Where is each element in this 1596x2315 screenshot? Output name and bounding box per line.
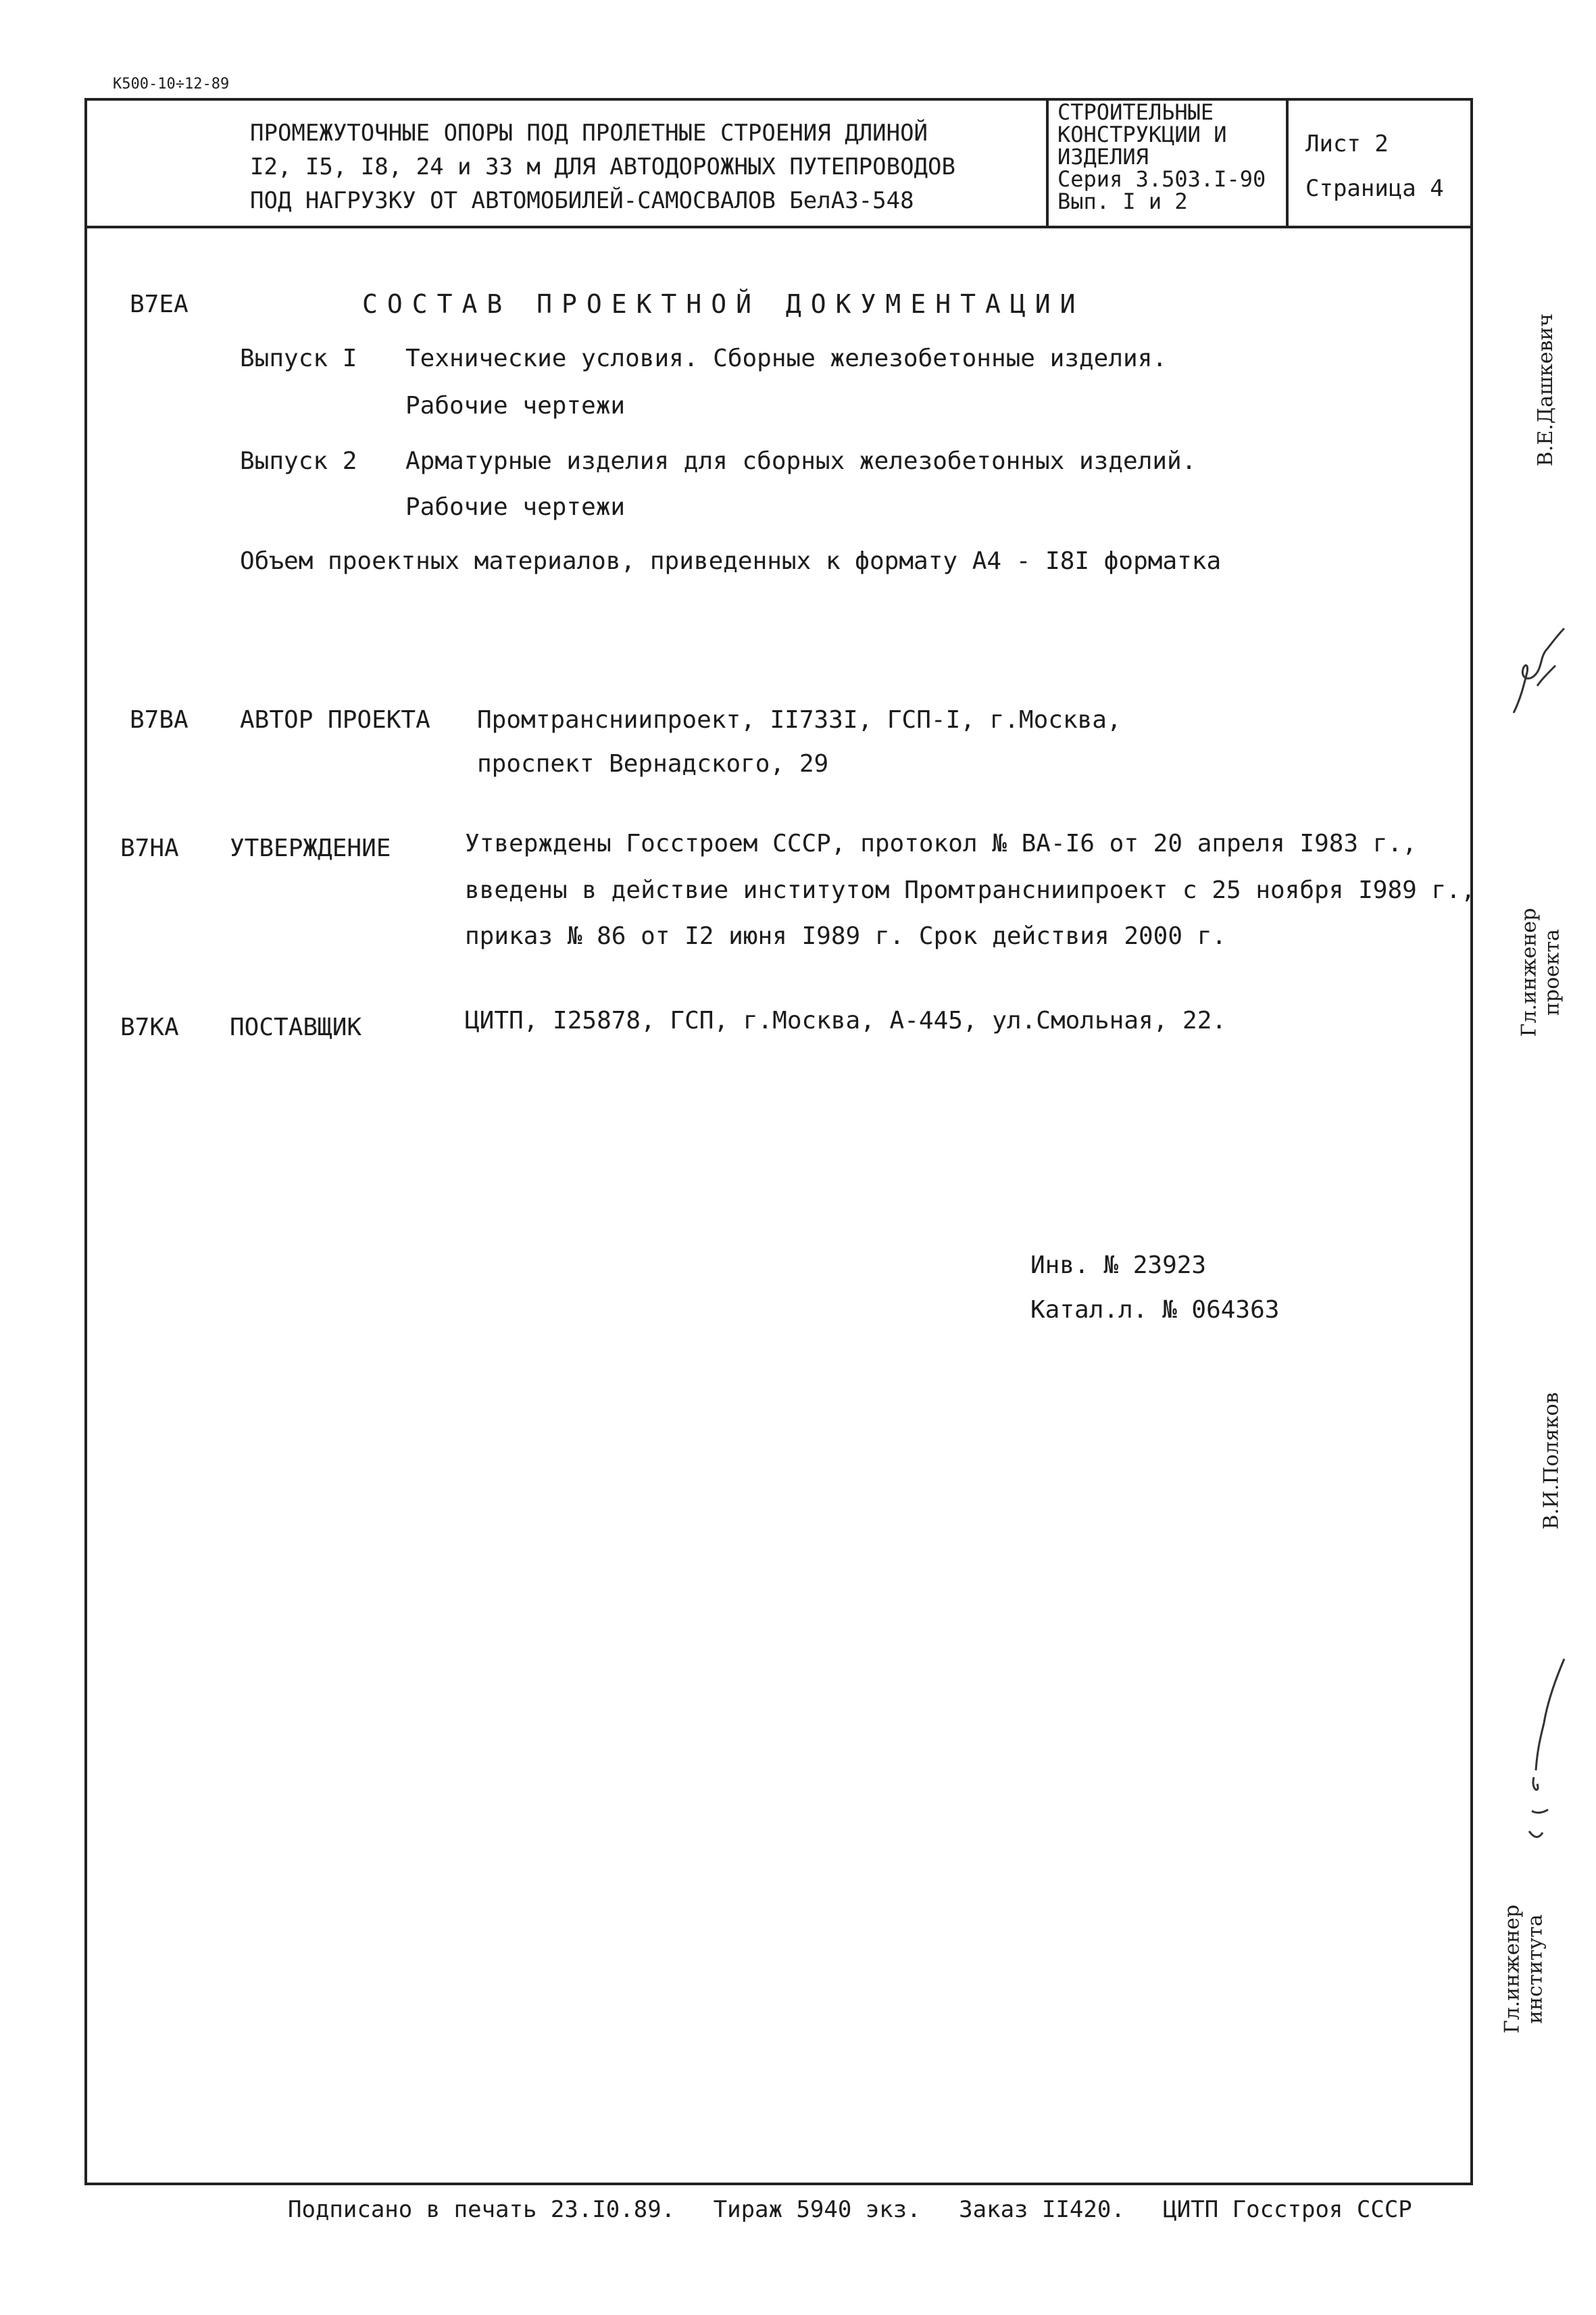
series-line-2: КОНСТРУКЦИИ И [1057,122,1227,147]
approval-code: В7НА [120,835,179,862]
print-footer [288,2196,1437,2223]
document-code: К500-10÷12-89 [113,76,230,93]
title-line-1: ПРОМЕЖУТОЧНЫЕ ОПОРЫ ПОД ПРОЛЕТНЫЕ СТРОЕНИЯ ДЛИНОЙ [250,120,928,147]
signature-2 [1517,1656,1578,1845]
approval-label: УТВЕРЖДЕНИЕ [230,835,391,862]
side-name-2: В.И.Поляков [1539,1392,1564,1530]
composition-code: В7ЕА [130,291,189,318]
signature-1 [1500,625,1574,726]
author-address: проспект Вернадского, 29 [477,750,829,778]
side-role-1 [1518,908,1564,1037]
title-line-2: I2, I5, I8, 24 и 33 м ДЛЯ АВТОДОРОЖНЫХ ПУТЕПРОВОДОВ [250,153,955,180]
side-role-1-line-2: проекта [1540,928,1564,1016]
footer-publisher: ЦИТП Госстроя СССР [1163,2196,1412,2223]
side-role-2 [1501,1905,1547,2034]
side-name-1: В.Е.Дашкевич [1534,313,1558,467]
catalog-number: Катал.л. № 064363 [1030,1296,1280,1324]
sheet-info [1305,122,1444,211]
side-role-1-line-1: Гл.инженер [1517,907,1541,1037]
supplier-code: В7КА [120,1014,179,1041]
supplier-label: ПОСТАВЩИК [230,1014,362,1041]
page-number: Страница 4 [1305,175,1444,202]
composition-heading: СОСТАВ ПРОЕКТНОЙ ДОКУМЕНТАЦИИ [362,289,1085,319]
series-line-4: Серия 3.503.I-90 [1057,166,1266,192]
side-role-2-line-2: института [1523,1914,1547,2024]
sheet-number: Лист 2 [1305,130,1389,157]
footer-signed: Подписано в печать 23.I0.89. [288,2196,676,2223]
author-label: АВТОР ПРОЕКТА [240,706,430,734]
issue-2-subtext: Рабочие чертежи [405,493,626,521]
title-line-3: ПОД НАГРУЗКУ ОТ АВТОМОБИЛЕЙ-САМОСВАЛОВ БелАЗ-548 [250,187,914,214]
issue-2-label: Выпуск 2 [240,447,357,475]
side-role-2-line-1: Гл.инженер [1500,1904,1524,2034]
issue-1-subtext: Рабочие чертежи [405,392,626,420]
author-code: В7ВА [130,706,189,734]
approval-line-3: приказ № 86 от I2 июня I989 г. Срок действия 2000 г. [465,922,1227,950]
issue-1-label: Выпуск I [240,345,357,372]
supplier-text: ЦИТП, I25878, ГСП, г.Москва, А-445, ул.Смольная, 22. [465,1007,1227,1035]
series-line-1: СТРОИТЕЛЬНЫЕ [1057,99,1214,125]
issue-1-text: Технические условия. Сборные железобетонные изделия. [405,345,1168,372]
footer-print-run: Тираж 5940 экз. [713,2196,921,2223]
page-frame [84,98,1473,2185]
footer-order: Заказ II420. [959,2196,1125,2223]
author-text: Промтрансниипроект, II733I, ГСП-I, г.Москва, [477,706,1122,734]
series-line-5: Вып. I и 2 [1057,189,1188,214]
issue-2-text: Арматурные изделия для сборных железобетонных изделий. [405,447,1197,475]
approval-line-1: Утверждены Госстроем СССР, протокол № ВА-I6 от 20 апреля I983 г., [465,830,1417,857]
volume-text: Объем проектных материалов, приведенных к формату А4 - I8I форматка [240,547,1222,575]
header-separator-1 [1046,98,1049,227]
header-divider [84,226,1473,228]
approval-line-2: введены в действие институтом Промтрансниипроект с 25 ноября I989 г., [465,876,1476,904]
inventory-number: Инв. № 23923 [1030,1251,1207,1279]
series-block [1057,101,1266,213]
document-title [250,116,955,218]
header-separator-2 [1286,98,1289,227]
series-line-3: ИЗДЕЛИЯ [1057,144,1149,170]
